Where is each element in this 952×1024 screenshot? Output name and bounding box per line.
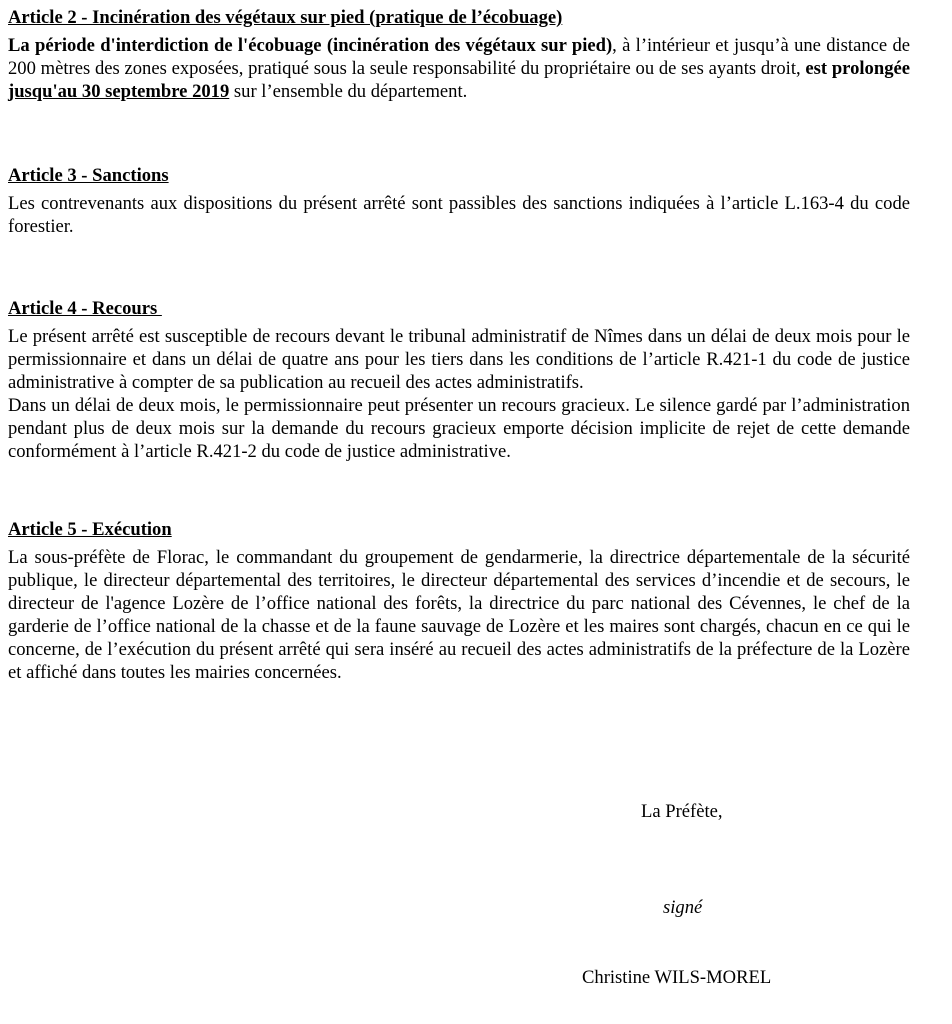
article-2-bold-prolonged: est prolongée	[805, 58, 910, 79]
article-2	[8, 6, 910, 103]
article-2-deadline: jusqu'au 30 septembre 2019	[8, 81, 230, 102]
signature-name: Christine WILS-MOREL	[582, 967, 772, 988]
article-4	[8, 297, 910, 463]
article-5	[8, 518, 910, 684]
signature-title: La Préfète,	[641, 801, 723, 822]
article-3-paragraph: Les contrevenants aux dispositions du présent arrêté sont passibles des sanctions indiquées à l’article L.163-4 du code forestier.	[8, 193, 910, 237]
article-2-paragraph	[8, 34, 910, 103]
article-4-paragraph-2: Dans un délai de deux mois, le permissionnaire peut présenter un recours gracieux. Le silence gardé par l’administration pendant plus de deux mois sur la demande du recours gracieux emporte décision implicite de rejet de cette demande conformément à l’article R.421-2 du code de justice administrative.	[8, 395, 910, 462]
article-2-tail: sur l’ensemble du département.	[229, 81, 468, 102]
article-4-paragraph-1: Le présent arrêté est susceptible de recours devant le tribunal administratif de Nîmes dans un délai de deux mois pour le permissionnaire et dans un délai de quatre ans pour les tiers dans les conditions de l’article R.421-1 du code de justice administrative à compter de sa publication au recueil des actes administratifs.	[8, 326, 910, 393]
article-2-text: , à l’intérieur et jusqu’à une distance de 200 mètres des zones exposées, pratiqué sous la seule responsabilité du propriétaire ou de ses ayants droit,	[8, 35, 910, 79]
article-2-title: Article 2 - Incinération des végétaux sur pied (pratique de l’écobuage)	[8, 7, 563, 28]
article-5-paragraph: La sous-préfète de Florac, le commandant du groupement de gendarmerie, la directrice départementale de la sécurité publique, le directeur départemental des territoires, le directeur départemental des services d’incendie et de secours, le directeur de l'agence Lozère de l’office national des forêts, la directrice du parc national des Cévennes, le chef de la garderie de l’office national de la chasse et de la faune sauvage de Lozère et les maires sont chargés, chacun en ce qui le concerne, de l’exécution du présent arrêté qui sera inséré au recueil des actes administratifs de la préfecture de la Lozère et affiché dans toutes les mairies concernées.	[8, 547, 910, 683]
document-page	[8, 6, 910, 684]
article-2-bold-lead: La période d'interdiction de l'écobuage (incinération des végétaux sur pied)	[8, 35, 613, 56]
article-3-title: Article 3 - Sanctions	[8, 165, 169, 186]
article-5-title: Article 5 - Exécution	[8, 519, 172, 540]
article-3	[8, 164, 910, 238]
article-4-title: Article 4 - Recours	[8, 298, 162, 319]
signature-signed: signé	[663, 897, 703, 918]
